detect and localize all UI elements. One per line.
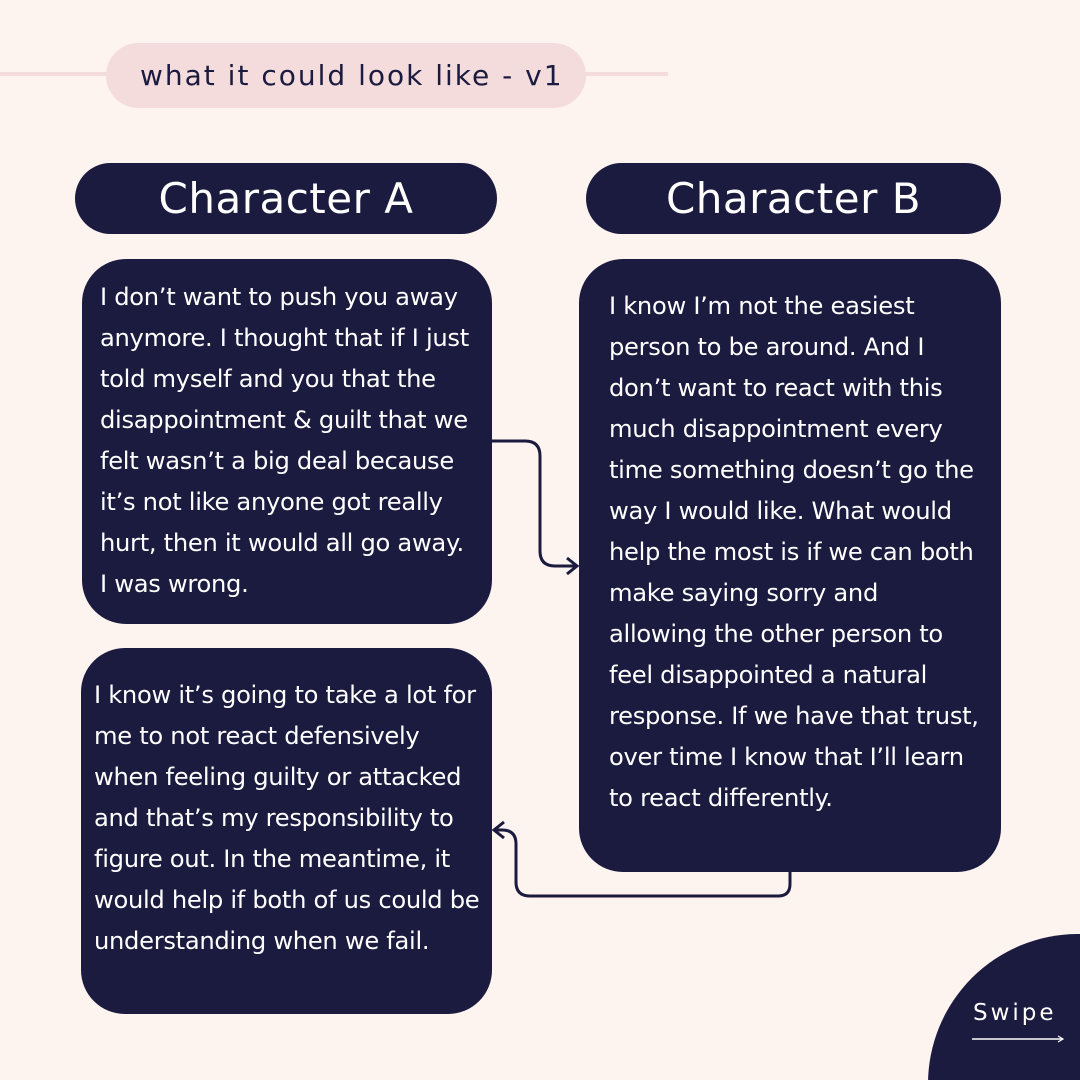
character-a-message-2 — [81, 648, 492, 1014]
character-a-message-1-text: I don’t want to push you away anymore. I thought that if I just told myself and you that the disappointment & guilt that we felt wasn’t a big deal because it’s not like anyone got really hurt, then it would all go away. I was wrong. — [100, 283, 469, 598]
arrow-a-to-b-icon — [492, 441, 577, 574]
page-subtitle-pill — [106, 43, 586, 108]
character-b-message-1-text: I know I’m not the easiest person to be around. And I don’t want to react with this much disappointment every time something doesn’t go the way I would like. What would help the most is if we can both make saying sorry and allowing the other person to feel disappointed a natural response. If we have that trust, over time I know that I’ll learn to react differently. — [609, 292, 979, 812]
character-b-message-1 — [579, 259, 1001, 872]
character-b-header — [586, 163, 1001, 234]
character-b-title: Character B — [665, 174, 922, 223]
character-a-title: Character A — [158, 174, 414, 223]
page-subtitle: what it could look like - v1 — [140, 59, 564, 92]
character-a-message-1 — [82, 259, 492, 624]
character-a-header — [75, 163, 497, 234]
swipe-button[interactable]: Swipe — [973, 1000, 1057, 1026]
character-a-message-2-text: I know it’s going to take a lot for me to not react defensively when feeling guilty or attacked and that’s my responsibility to figure out. In the meantime, it would help if both of us could be understanding when we fail. — [94, 681, 480, 955]
arrow-right-icon — [972, 1033, 1066, 1045]
